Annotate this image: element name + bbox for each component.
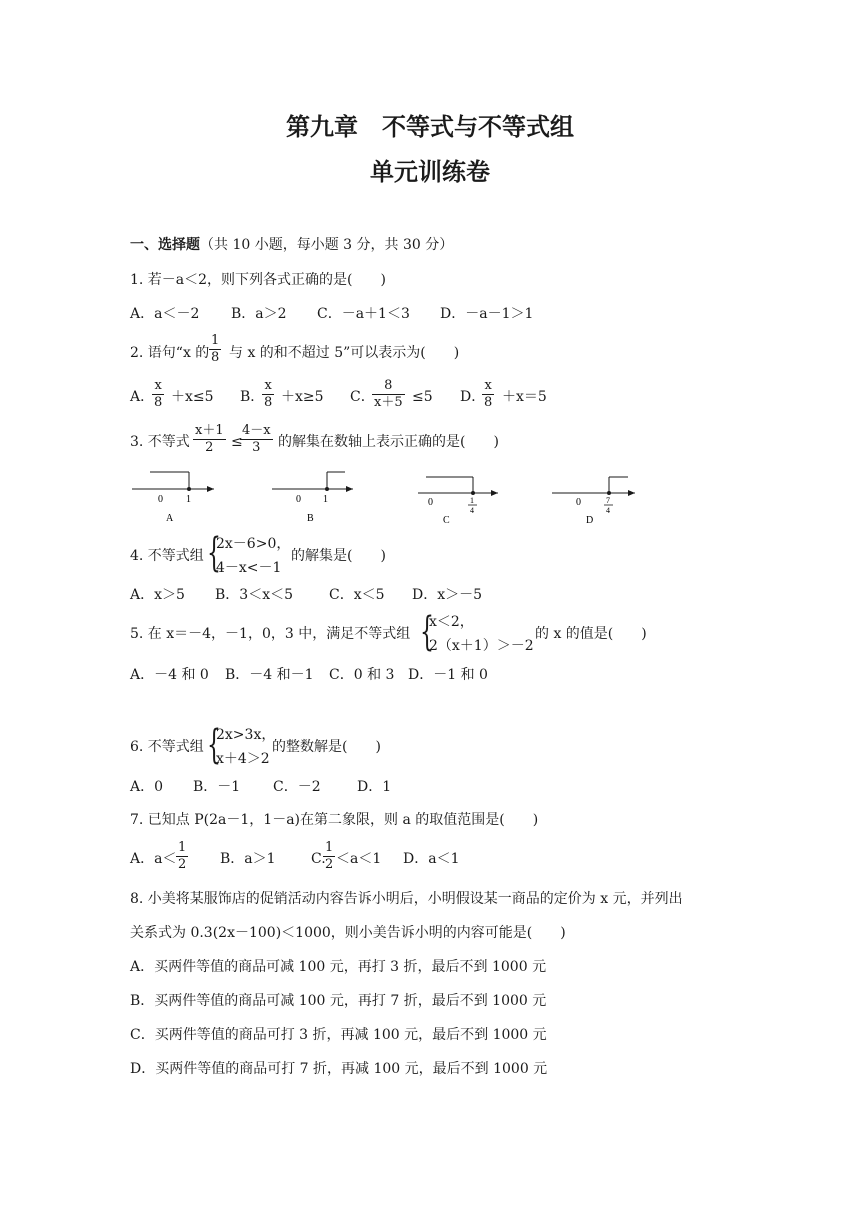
fraction-numerator: 1 <box>325 840 334 855</box>
question-6-option-a: A．0 <box>130 779 164 795</box>
section-note: （共 10 小题，每小题 3 分，共 30 分） <box>200 237 454 253</box>
question-2-option-c-rest: ≤5 <box>412 389 433 405</box>
question-4-option-d: D．x＞－5 <box>412 587 483 603</box>
fraction-numerator: 1 <box>211 333 220 348</box>
question-4-option-a: A．x＞5 <box>130 587 185 603</box>
question-7-option-a-label: A．a＜ <box>130 851 177 867</box>
question-8-stem-line-2: 关系式为 0.3(2x－100)＜1000，则小美告诉小明的内容可能是( ) <box>130 925 566 941</box>
tick-label-numerator: 7 <box>606 496 610 505</box>
fraction-numerator: 4－x <box>242 423 271 438</box>
fraction-denominator: 2 <box>178 857 187 872</box>
tick-label: 0 <box>428 497 433 508</box>
question-7-option-b: B．a＞1 <box>220 851 276 867</box>
tick-label-denominator: 4 <box>606 506 610 515</box>
question-5-system <box>429 610 534 658</box>
question-5-option-c: C．0 和 3 <box>329 667 395 683</box>
question-5-option-b: B．－4 和－1 <box>225 667 314 683</box>
tick-label: 0 <box>158 494 163 505</box>
fraction-denominator: 8 <box>264 395 273 410</box>
tick-label: 1 <box>186 494 191 505</box>
question-6-option-d: D．1 <box>357 779 392 795</box>
question-4-stem-start: 4. 不等式组 <box>130 548 204 564</box>
system-brace: { <box>207 530 221 576</box>
system-line-2: 4－x<－1 <box>216 560 282 576</box>
fraction-denominator: 3 <box>252 440 261 455</box>
question-3-stem-start: 3. 不等式 <box>130 434 190 450</box>
section-title: 一、选择题 <box>130 237 200 253</box>
question-8-option-a: A．买两件等值的商品可减 100 元，再打 3 折，最后不到 1000 元 <box>130 959 547 975</box>
system-brace: { <box>420 609 434 655</box>
system-line-2: x＋4＞2 <box>216 751 270 767</box>
fraction-denominator: 2 <box>205 440 214 455</box>
question-2-option-d-label: D． <box>460 389 486 405</box>
question-1-option-a: A．a＜－2 <box>130 306 200 322</box>
question-6-option-c: C．－2 <box>273 779 321 795</box>
question-3-stem-end: 的解集在数轴上表示正确的是( ) <box>278 434 499 450</box>
question-8-stem-line-1: 8. 小美将某服饰店的促销活动内容告诉小明后，小明假设某一商品的定价为 x 元，并列出 <box>130 891 683 907</box>
question-2-option-c-fraction <box>372 378 405 411</box>
question-7-option-c-rest: ＜a＜1 <box>336 851 382 867</box>
figure-label: C <box>443 515 450 526</box>
fraction-denominator: x＋5 <box>374 395 403 410</box>
fraction-numerator: x <box>482 378 494 395</box>
question-2-option-c-label: C． <box>350 389 375 405</box>
question-2-option-a-rest: ＋x≤5 <box>171 389 214 405</box>
section-heading <box>130 236 453 254</box>
question-5-option-d: D．－1 和 0 <box>408 667 488 683</box>
question-4-system <box>216 532 290 580</box>
system-line-2: 2（x＋1）＞－2 <box>429 638 534 654</box>
system-line-1: 2x－6>0， <box>216 536 291 552</box>
tick-label-numerator: 1 <box>470 496 474 505</box>
question-2-option-b-label: B． <box>240 389 265 405</box>
number-line-a <box>132 472 214 524</box>
question-7-option-a-fraction <box>176 840 188 873</box>
question-2-option-d-rest: ＋x＝5 <box>502 389 547 405</box>
figure-label: B <box>307 513 314 524</box>
tick-label: 0 <box>576 497 581 508</box>
question-6-system <box>216 723 275 771</box>
page-title: 第九章 不等式与不等式组 <box>286 113 574 141</box>
tick-label: 1 <box>323 494 328 505</box>
question-5-stem-start: 5. 在 x＝－4，－1，0，3 中，满足不等式组 <box>130 626 411 642</box>
question-8-option-b: B．买两件等值的商品可减 100 元，再打 7 折，最后不到 1000 元 <box>130 993 547 1009</box>
question-2-option-a-label: A． <box>130 389 155 405</box>
fraction-denominator: 8 <box>211 350 220 365</box>
question-3-number-lines <box>0 465 860 530</box>
question-1-option-c: C．－a＋1＜3 <box>317 306 410 322</box>
question-2-stem-end: 与 x 的和不超过 5”可以表示为( ) <box>229 345 460 361</box>
question-2-stem-start: 2. 语句“x 的 <box>130 345 210 361</box>
fraction-numerator: x <box>152 378 164 395</box>
question-2-option-d-fraction <box>482 378 494 411</box>
question-6-stem-end: 的整数解是( ) <box>272 739 381 755</box>
question-4-option-b: B．3＜x＜5 <box>215 587 293 603</box>
question-2-option-a-fraction <box>152 378 164 411</box>
fraction-numerator: 8 <box>372 378 405 395</box>
question-5-option-a: A．－4 和 0 <box>130 667 209 683</box>
fraction-denominator: 8 <box>484 395 493 410</box>
question-7-option-c-label: C. <box>311 851 326 867</box>
question-6-stem-start: 6. 不等式组 <box>130 739 204 755</box>
question-1-option-d: D．－a－1＞1 <box>440 306 534 322</box>
number-line-b <box>272 472 353 524</box>
question-5-stem-end: 的 x 的值是( ) <box>535 626 647 642</box>
number-line-d <box>552 477 635 526</box>
question-4-stem-end: 的解集是( ) <box>291 548 386 564</box>
question-2-fraction <box>209 333 221 366</box>
question-2-option-b-fraction <box>262 378 274 411</box>
fraction-denominator: 8 <box>154 395 163 410</box>
question-7-stem: 7. 已知点 P(2a－1，1－a)在第二象限，则 a 的取值范围是( ) <box>130 812 539 828</box>
question-3-le-sign: ≤ <box>231 434 243 450</box>
question-1-option-b: B．a＞2 <box>231 306 287 322</box>
question-2-option-b-rest: ＋x≥5 <box>281 389 324 405</box>
question-4-option-c: C．x＜5 <box>329 587 385 603</box>
fraction-numerator: x＋1 <box>195 423 224 438</box>
question-3-fraction-left <box>193 423 226 456</box>
question-6-option-b: B．－1 <box>193 779 241 795</box>
system-brace: { <box>207 722 221 768</box>
question-7-option-d: D．a＜1 <box>403 851 460 867</box>
system-line-1: x＜2， <box>429 614 474 630</box>
figure-label: A <box>166 513 174 524</box>
question-7-option-c-fraction <box>323 840 335 873</box>
fraction-denominator: 2 <box>325 857 334 872</box>
number-line-c <box>418 477 498 526</box>
tick-label-denominator: 4 <box>470 506 474 515</box>
system-line-1: 2x>3x， <box>216 727 276 743</box>
tick-label: 0 <box>296 494 301 505</box>
figure-label: D <box>586 515 594 526</box>
fraction-numerator: x <box>262 378 274 395</box>
fraction-numerator: 1 <box>178 840 187 855</box>
question-8-option-c: C．买两件等值的商品可打 3 折，再减 100 元，最后不到 1000 元 <box>130 1027 547 1043</box>
question-8-option-d: D．买两件等值的商品可打 7 折，再减 100 元，最后不到 1000 元 <box>130 1061 548 1077</box>
question-1-stem: 1. 若－a＜2，则下列各式正确的是( ) <box>130 272 386 288</box>
page-subtitle: 单元训练卷 <box>370 158 490 186</box>
question-3-fraction-right <box>240 423 273 456</box>
